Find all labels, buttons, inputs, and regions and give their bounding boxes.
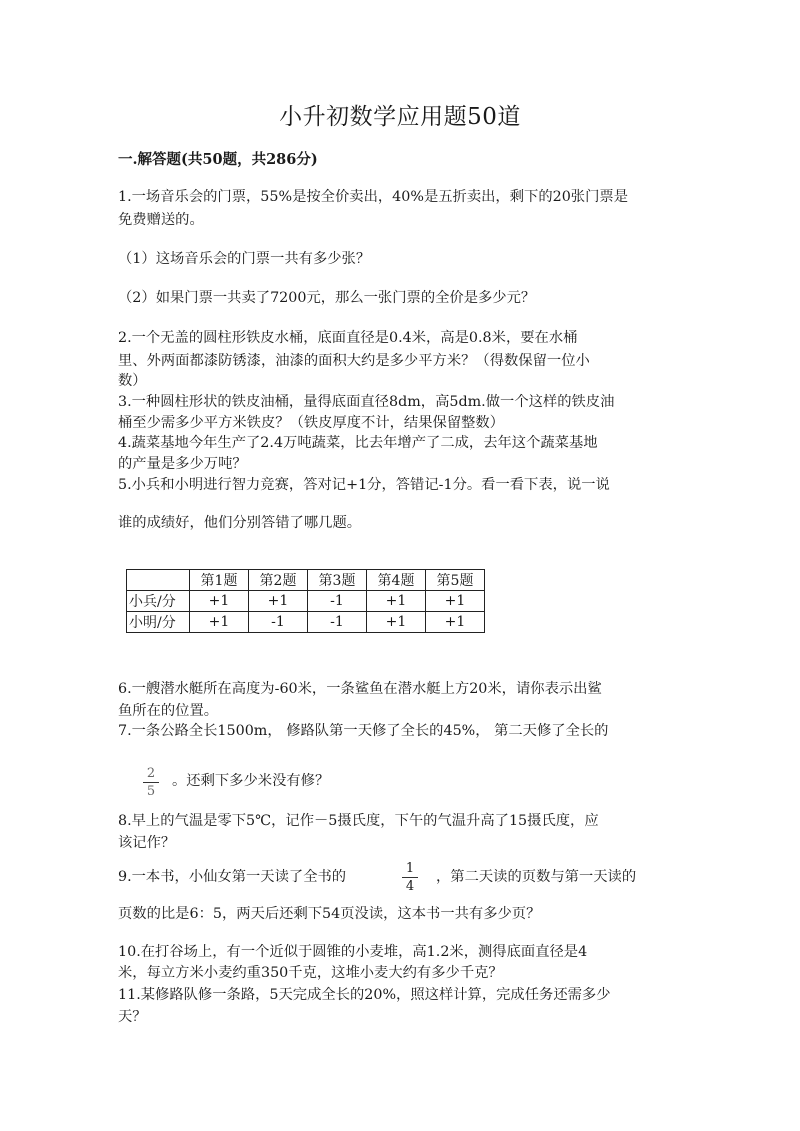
- section-heading: 一.解答题(共50题，共286分): [118, 151, 318, 168]
- question-9-line-1-cont: ，第二天读的页数与第一天读的: [436, 869, 637, 885]
- fraction-numerator: 1: [405, 861, 415, 876]
- question-9-line-1: 9.一本书，小仙女第一天读了全书的: [118, 869, 347, 885]
- fraction-one-quarter: [402, 861, 418, 894]
- question-1-sub-2: （2）如果门票一共卖了7200元，那么一张门票的全价是多少元？: [118, 290, 536, 306]
- question-1-line-2: 免费赠送的。: [118, 212, 204, 228]
- question-7-line-2: 。还剩下多少米没有修？: [172, 773, 330, 789]
- table-row: [127, 612, 485, 633]
- table-cell: +1: [426, 612, 485, 633]
- table-row: [127, 591, 485, 612]
- table-cell: +1: [426, 591, 485, 612]
- question-2-line-1: 2.一个无盖的圆柱形铁皮水桶，底面直径是0.4米，高是0.8米，要在水桶: [118, 330, 578, 346]
- table-row-label: 小兵/分: [127, 591, 190, 612]
- fraction-two-fifths: [143, 766, 159, 799]
- table-header-cell: 第1题: [190, 570, 249, 591]
- question-11-line-1: 11.某修路队修一条路，5天完成全长的20%，照这样计算，完成任务还需多少: [118, 987, 611, 1003]
- question-10-line-1: 10.在打谷场上，有一个近似于圆锥的小麦堆，高1.2米，测得底面直径是4: [118, 944, 588, 960]
- question-4-line-1: 4.蔬菜基地今年生产了2.4万吨蔬菜，比去年增产了二成，去年这个蔬菜基地: [118, 435, 598, 451]
- question-4-line-2: 的产量是多少万吨？: [118, 456, 247, 472]
- question-9-line-2: 页数的比是6：5，两天后还剩下54页没读，这本书一共有多少页？: [118, 906, 541, 922]
- question-3-line-1: 3.一种圆柱形状的铁皮油桶，量得底面直径8dm，高5dm.做一个这样的铁皮油: [118, 394, 615, 410]
- score-table-header-row: [127, 570, 485, 591]
- question-3-line-2: 桶至少需多少平方米铁皮？（铁皮厚度不计，结果保留整数）: [118, 415, 505, 431]
- table-cell: -1: [249, 612, 308, 633]
- score-table: [126, 569, 485, 633]
- table-row-label: 小明/分: [127, 612, 190, 633]
- table-cell: +1: [367, 612, 426, 633]
- question-8-line-1: 8.早上的气温是零下5℃，记作－5摄氏度，下午的气温升高了15摄氏度，应: [118, 813, 599, 829]
- question-6-line-2: 鱼所在的位置。: [118, 703, 219, 719]
- question-7-line-1: 7.一条公路全长1500m， 修路队第一天修了全长的45%， 第二天修了全长的: [118, 723, 609, 739]
- table-cell: +1: [190, 591, 249, 612]
- question-5-line-2: 谁的成绩好，他们分别答错了哪几题。: [118, 515, 362, 531]
- question-10-line-2: 米，每立方米小麦约重350千克，这堆小麦大约有多少千克？: [118, 965, 503, 981]
- fraction-bar: [143, 782, 159, 783]
- fraction-denominator: 4: [405, 879, 415, 894]
- question-2-line-3: 数）: [118, 373, 147, 389]
- question-1-line-1: 1.一场音乐会的门票，55%是按全价卖出，40%是五折卖出，剩下的20张门票是: [118, 189, 628, 205]
- fraction-bar: [402, 877, 418, 878]
- table-cell: -1: [308, 591, 367, 612]
- table-header-cell: 第2题: [249, 570, 308, 591]
- question-11-line-2: 天？: [118, 1009, 147, 1025]
- question-1-sub-1: （1）这场音乐会的门票一共有多少张？: [118, 251, 371, 267]
- question-8-line-2: 该记作？: [118, 835, 176, 851]
- table-header-cell: [127, 570, 190, 591]
- fraction-denominator: 5: [146, 784, 156, 799]
- table-cell: +1: [190, 612, 249, 633]
- table-cell: -1: [308, 612, 367, 633]
- page-title: 小升初数学应用题50道: [279, 104, 521, 130]
- question-6-line-1: 6.一艘潜水艇所在高度为-60米，一条鲨鱼在潜水艇上方20米，请你表示出鲨: [118, 681, 602, 697]
- table-header-cell: 第3题: [308, 570, 367, 591]
- fraction-numerator: 2: [146, 766, 156, 781]
- table-header-cell: 第4题: [367, 570, 426, 591]
- table-header-cell: 第5题: [426, 570, 485, 591]
- table-cell: +1: [249, 591, 308, 612]
- question-5-line-1: 5.小兵和小明进行智力竞赛，答对记+1分，答错记-1分。看一看下表，说一说: [118, 477, 610, 493]
- table-cell: +1: [367, 591, 426, 612]
- question-2-line-2: 里、外两面都漆防锈漆，油漆的面积大约是多少平方米？（得数保留一位小: [118, 353, 590, 369]
